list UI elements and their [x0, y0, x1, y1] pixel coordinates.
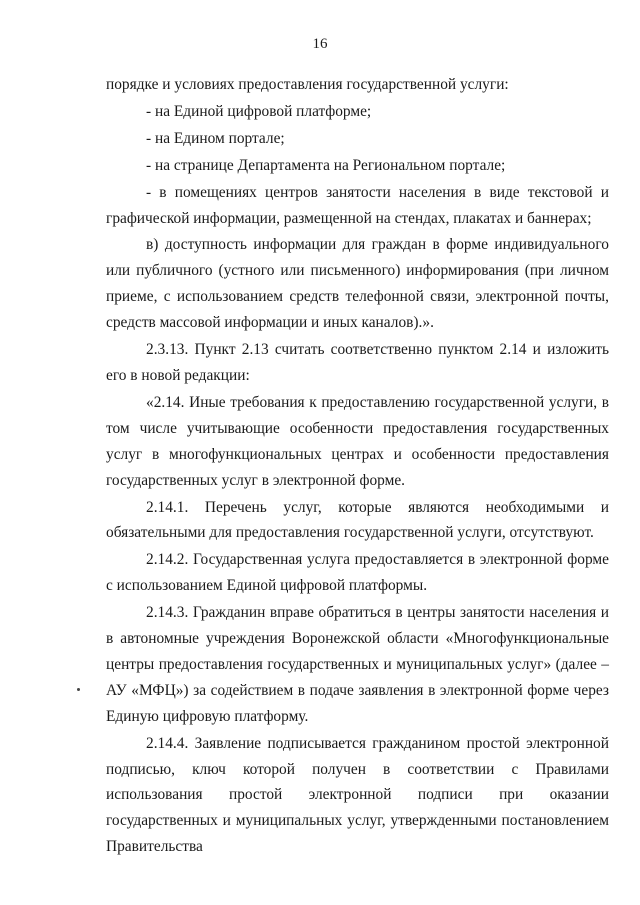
- paragraph-2-14-1: 2.14.1. Перечень услуг, которые являются необходимыми и обязательными для предоставления государственной услуги, отсутствуют.: [106, 498, 609, 542]
- margin-dot: [77, 688, 80, 691]
- list-item-digital-platform: - на Единой цифровой платформе;: [146, 102, 372, 120]
- list-item-employment-centers: - в помещениях центров занятости населения в виде текстовой и графической информации, размещенной на стендах, плакатах и баннерах;: [106, 183, 609, 227]
- paragraph-continuation: порядке и условиях предоставления государственной услуги:: [106, 76, 509, 93]
- paragraph-item-v: в) доступность информации для граждан в форме индивидуального или публичного (устного или письменного) информирования (при личном приеме, с использованием средств телефонной связи, электронной почты, средств массовой информации и иных каналов).».: [106, 236, 609, 332]
- paragraph-2-14-3: 2.14.3. Гражданин вправе обратиться в центры занятости населения и в автономные учреждения Воронежской области «Многофункциональные центры предоставления государственных и муниципальных услуг» (далее – АУ «МФЦ») за содействием в подаче заявления в электронной форме через Единую цифровую платформу.: [106, 604, 609, 725]
- body-text: [106, 72, 609, 860]
- paragraph-2-14-4: 2.14.4. Заявление подписывается гражданином простой электронной подписью, ключ которой получен в соответствии с Правилами использования простой электронной подписи при оказании государственных и муниципальных услуг, утвержденными постановлением Правительства: [106, 734, 609, 856]
- paragraph-2-14: «2.14. Иные требования к предоставлению государственной услуги, в том числе учитывающие особенности предоставления государственных услуг в многофункциональных центрах и особенности предоставления государственных услуг в электронной форме.: [106, 393, 609, 489]
- list-item-unified-portal: - на Едином портале;: [146, 129, 285, 147]
- paragraph-2-14-2: 2.14.2. Государственная услуга предоставляется в электронной форме с использованием Единой цифровой платформы.: [106, 551, 609, 595]
- paragraph-2-3-13: 2.3.13. Пункт 2.13 считать соответственно пунктом 2.14 и изложить его в новой редакции:: [106, 341, 609, 384]
- list-item-regional-portal: - на странице Департамента на Региональном портале;: [146, 156, 506, 174]
- page-number: 16: [312, 36, 328, 52]
